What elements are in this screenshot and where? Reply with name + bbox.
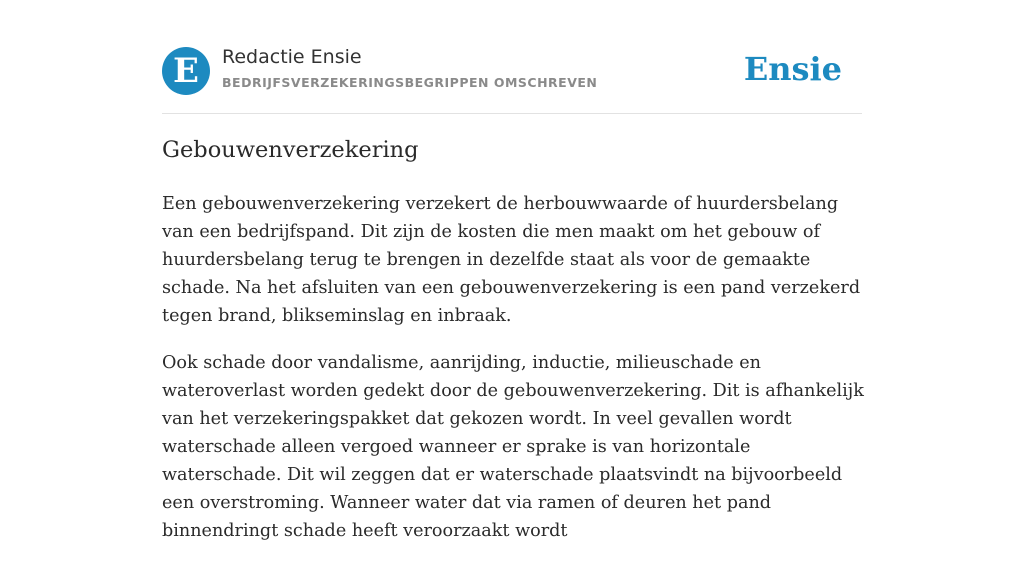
author-header [162, 46, 862, 96]
article-body [162, 190, 867, 564]
paragraph: Ook schade door vandalisme, aanrijding, inductie, milieuschade en wateroverlast worden gedekt door de gebouwenverzekering. Dit is afhankelijk van het verzekeringspakket dat gekozen wordt. In veel gevallen wordt waterschade alleen vergoed wanneer er sprake is van horizontale waterschade. Dit wil zeggen dat er waterschade plaatsvindt na bijvoorbeeld een overstroming. Wanneer water dat via ramen of deuren het pand binnendringt schade heeft veroorzaakt wordt [162, 353, 864, 541]
header-divider [162, 113, 862, 114]
paragraph: Een gebouwenverzekering verzekert de herbouwwaarde of huurdersbelang van een bedrijfspand. Dit zijn de kosten die men maakt om het gebouw of huurdersbelang terug te brengen in dezelfde staat als voor de gemaakte schade. Na het afsluiten van een gebouwenverzekering is een pand verzekerd tegen brand, blikseminslag en inbraak. [162, 194, 861, 326]
author-subtitle: BEDRIJFSVERZEKERINGSBEGRIPPEN OMSCHREVEN [222, 75, 598, 90]
page-title: Gebouwenverzekering [162, 137, 419, 163]
author-name[interactable]: Redactie Ensie [222, 46, 362, 68]
avatar[interactable]: E [162, 47, 210, 95]
ensie-logo[interactable]: Ensie [743, 50, 842, 88]
